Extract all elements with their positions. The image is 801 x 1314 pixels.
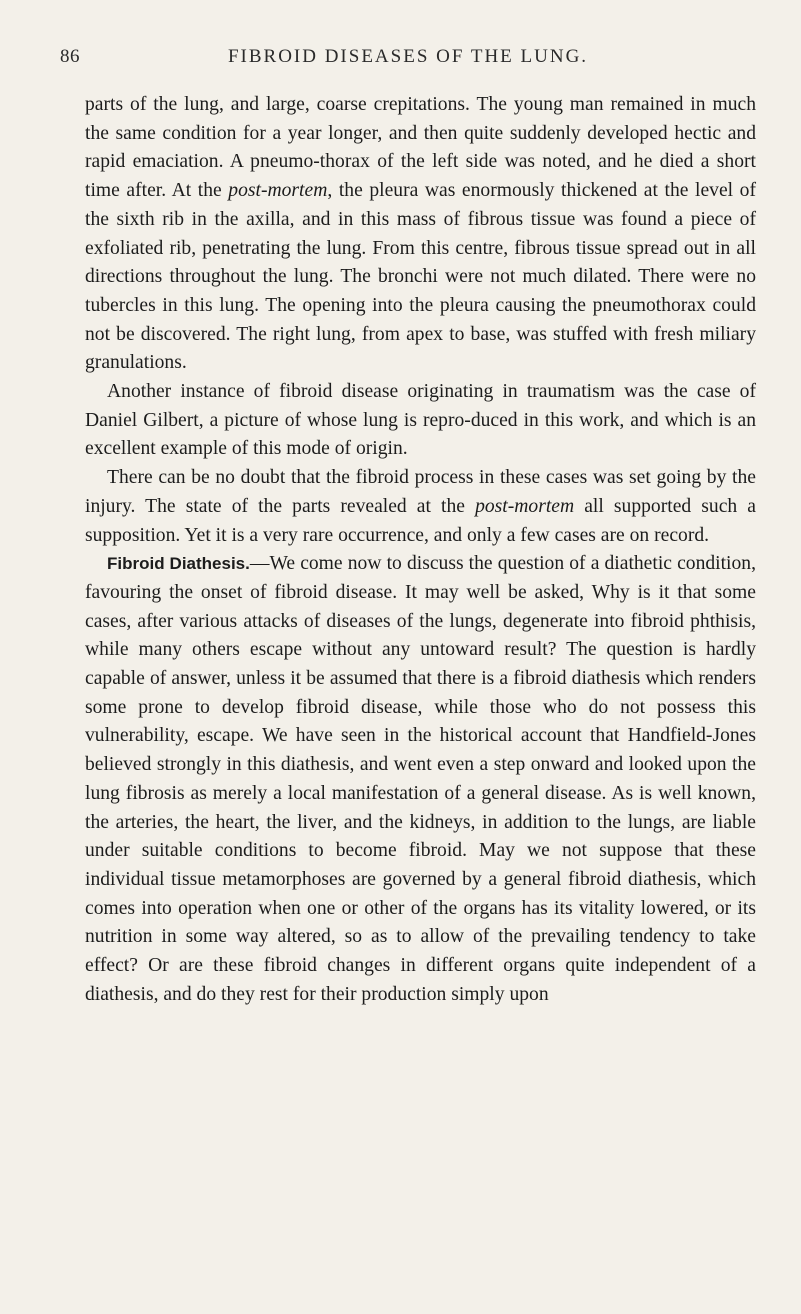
paragraph-text: —We come now to discuss the question of a diathetic condition, favouring the onset of fibroid disease. It may well be asked, Why is it that some cases, after various attacks of diseases of the lungs, degenerate into fibroid phthisis, while many others escape without any untoward result? The question is hardly capable of answer, unless it be assumed that there is a fibroid diathesis which renders some prone to develop fibroid disease, while those who do not possess this vulnerability, escape. We have seen in the historical account that Handfield-Jones believed strongly in this diathesis, and went even a step onward and looked upon the lung fibrosis as merely a local manifestation of a general disease. As is well known, the arteries, the heart, the liver, and the kidneys, in addition to the lungs, are liable under suitable conditions to become fibroid. May we not suppose that these individual tissue metamorphoses are governed by a general fibroid diathesis, which comes into operation when one or other of the organs has its vitality lowered, or its nutrition in some way altered, so as to allow of the prevailing tendency to take effect? Or are these fibroid changes in different organs quite independent of a diathesis, and do they rest for their production simply upon bbox=[85, 553, 756, 1005]
paragraph-injury-origin bbox=[85, 464, 756, 550]
running-title: FIBROID DISEASES OF THE LUNG. bbox=[227, 46, 589, 67]
paragraph-text: parts of the lung, and large, coarse crepitations. The young man remained in much the same condition for a year longer, and then quite suddenly developed hectic and rapid emaciation. A pneumo-thorax of the left side was noted, and he died a short time after. At the bbox=[85, 94, 756, 202]
italic-term: post-mortem bbox=[228, 180, 328, 202]
paragraph-fibroid-diathesis bbox=[85, 550, 756, 1009]
running-head bbox=[60, 46, 756, 76]
page-number: 86 bbox=[60, 46, 80, 67]
italic-term: post-mortem bbox=[475, 495, 575, 517]
paragraph-text: , the pleura was enormously thickened at the level of the sixth rib in the axilla, and in this mass of fibrous tissue was found a piece of exfoliated rib, penetrating the lung. From this centre, fibrous tissue spread out in all directions throughout the lung. The bronchi were not much dilated. There were no tubercles in this lung. The opening into the pleura causing the pneumothorax could not be discovered. The right lung, from apex to base, was stuffed with fresh miliary granulations. bbox=[85, 180, 756, 374]
paragraph-text: There can be no doubt that the fibroid process in these cases was set going by the injury. The state of the parts revealed at the bbox=[85, 467, 756, 517]
body-text bbox=[85, 91, 756, 1010]
paragraph-gilbert-case: Another instance of fibroid disease originating in traumatism was the case of Daniel Gilbert, a picture of whose lung is repro-duced in this work, and which is an excellent example of this mode of origin. bbox=[85, 381, 756, 460]
paragraph-case-continuation bbox=[85, 91, 756, 378]
section-heading: Fibroid Diathesis. bbox=[107, 554, 250, 574]
paragraph-text: all supported such a supposition. Yet it is a very rare occurrence, and only a few cases are on record. bbox=[85, 495, 756, 546]
